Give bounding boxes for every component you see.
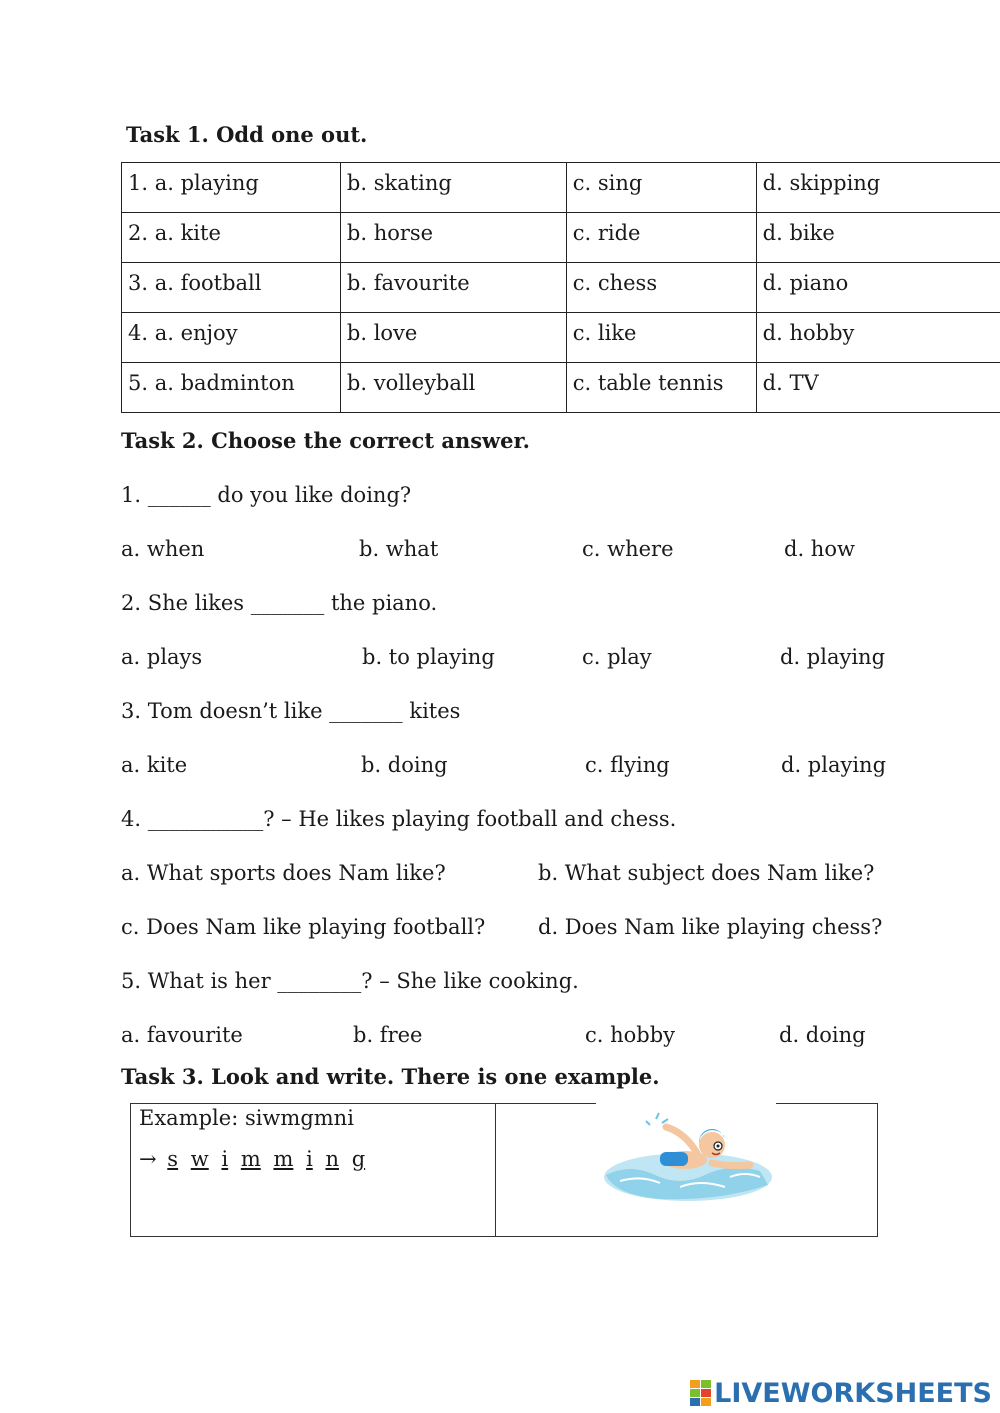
q5-option-d[interactable]: d. doing xyxy=(779,1023,866,1047)
table-cell: d. bike xyxy=(756,213,1000,263)
odd-one-out-table xyxy=(121,162,1000,413)
example-answer xyxy=(139,1147,371,1171)
table-row xyxy=(122,213,1000,263)
q3-option-d[interactable]: d. playing xyxy=(781,753,887,777)
arrow-icon: → xyxy=(139,1147,157,1171)
table-row xyxy=(122,363,1000,413)
answer-letter: s xyxy=(167,1147,179,1171)
table-cell: c. sing xyxy=(566,163,756,213)
q1-option-b[interactable]: b. what xyxy=(359,537,439,561)
answer-letter: w xyxy=(190,1147,209,1171)
table-cell: d. piano xyxy=(756,263,1000,313)
q5-option-c[interactable]: c. hobby xyxy=(585,1023,676,1047)
table-row xyxy=(122,263,1000,313)
question-3: 3. Tom doesn’t like _______ kites xyxy=(121,699,461,723)
table-cell: 2. a. kite xyxy=(122,213,341,263)
question-2: 2. She likes _______ the piano. xyxy=(121,591,438,615)
q1-option-a[interactable]: a. when xyxy=(121,537,205,561)
liveworksheets-logo xyxy=(690,1377,992,1409)
answer-letter: n xyxy=(325,1147,339,1171)
table-cell: c. like xyxy=(566,313,756,363)
q1-option-c[interactable]: c. where xyxy=(582,537,674,561)
q4-option-c[interactable]: c. Does Nam like playing football? xyxy=(121,915,486,939)
table-cell: c. ride xyxy=(566,213,756,263)
table-cell: 1. a. playing xyxy=(122,163,341,213)
table-cell: d. TV xyxy=(756,363,1000,413)
q2-option-b[interactable]: b. to playing xyxy=(362,645,495,669)
task2-title: Task 2. Choose the correct answer. xyxy=(121,428,530,453)
table-cell: 5. a. badminton xyxy=(122,363,341,413)
question-4: 4. ___________? – He likes playing football and chess. xyxy=(121,807,677,831)
question-1: 1. ______ do you like doing? xyxy=(121,483,412,507)
logo-text: LIVEWORKSHEETS xyxy=(714,1377,992,1409)
q2-option-d[interactable]: d. playing xyxy=(780,645,886,669)
q5-option-b[interactable]: b. free xyxy=(353,1023,423,1047)
q4-option-d[interactable]: d. Does Nam like playing chess? xyxy=(538,915,883,939)
q3-option-a[interactable]: a. kite xyxy=(121,753,188,777)
table-cell: c. table tennis xyxy=(566,363,756,413)
table-cell: b. love xyxy=(340,313,566,363)
q3-option-c[interactable]: c. flying xyxy=(585,753,670,777)
q5-option-a[interactable]: a. favourite xyxy=(121,1023,243,1047)
answer-letter: m xyxy=(273,1147,294,1171)
q3-option-b[interactable]: b. doing xyxy=(361,753,448,777)
table-cell: 3. a. football xyxy=(122,263,341,313)
answer-letter: m xyxy=(240,1147,261,1171)
answer-letter: g xyxy=(351,1147,366,1171)
answer-letter: i xyxy=(306,1147,313,1171)
q4-option-a[interactable]: a. What sports does Nam like? xyxy=(121,861,446,885)
table-row xyxy=(122,163,1000,213)
liveworksheets-logo-icon xyxy=(690,1380,712,1406)
table-row xyxy=(122,313,1000,363)
q2-option-c[interactable]: c. play xyxy=(582,645,652,669)
table-cell: b. favourite xyxy=(340,263,566,313)
q4-option-b[interactable]: b. What subject does Nam like? xyxy=(538,861,875,885)
table-cell: b. horse xyxy=(340,213,566,263)
table-cell: d. hobby xyxy=(756,313,1000,363)
answer-letter: i xyxy=(221,1147,229,1171)
question-5: 5. What is her ________? – She like cooking. xyxy=(121,969,579,993)
example-divider xyxy=(495,1104,496,1236)
task3-title: Task 3. Look and write. There is one example. xyxy=(121,1064,660,1089)
example-label: Example: siwmgmni xyxy=(139,1106,354,1130)
table-cell: b. volleyball xyxy=(340,363,566,413)
swimmer-illustration xyxy=(600,1105,775,1205)
table-cell: 4. a. enjoy xyxy=(122,313,341,363)
task1-title: Task 1. Odd one out. xyxy=(126,122,368,147)
q1-option-d[interactable]: d. how xyxy=(784,537,855,561)
table-cell: b. skating xyxy=(340,163,566,213)
table-cell: d. skipping xyxy=(756,163,1000,213)
table-cell: c. chess xyxy=(566,263,756,313)
q2-option-a[interactable]: a. plays xyxy=(121,645,203,669)
